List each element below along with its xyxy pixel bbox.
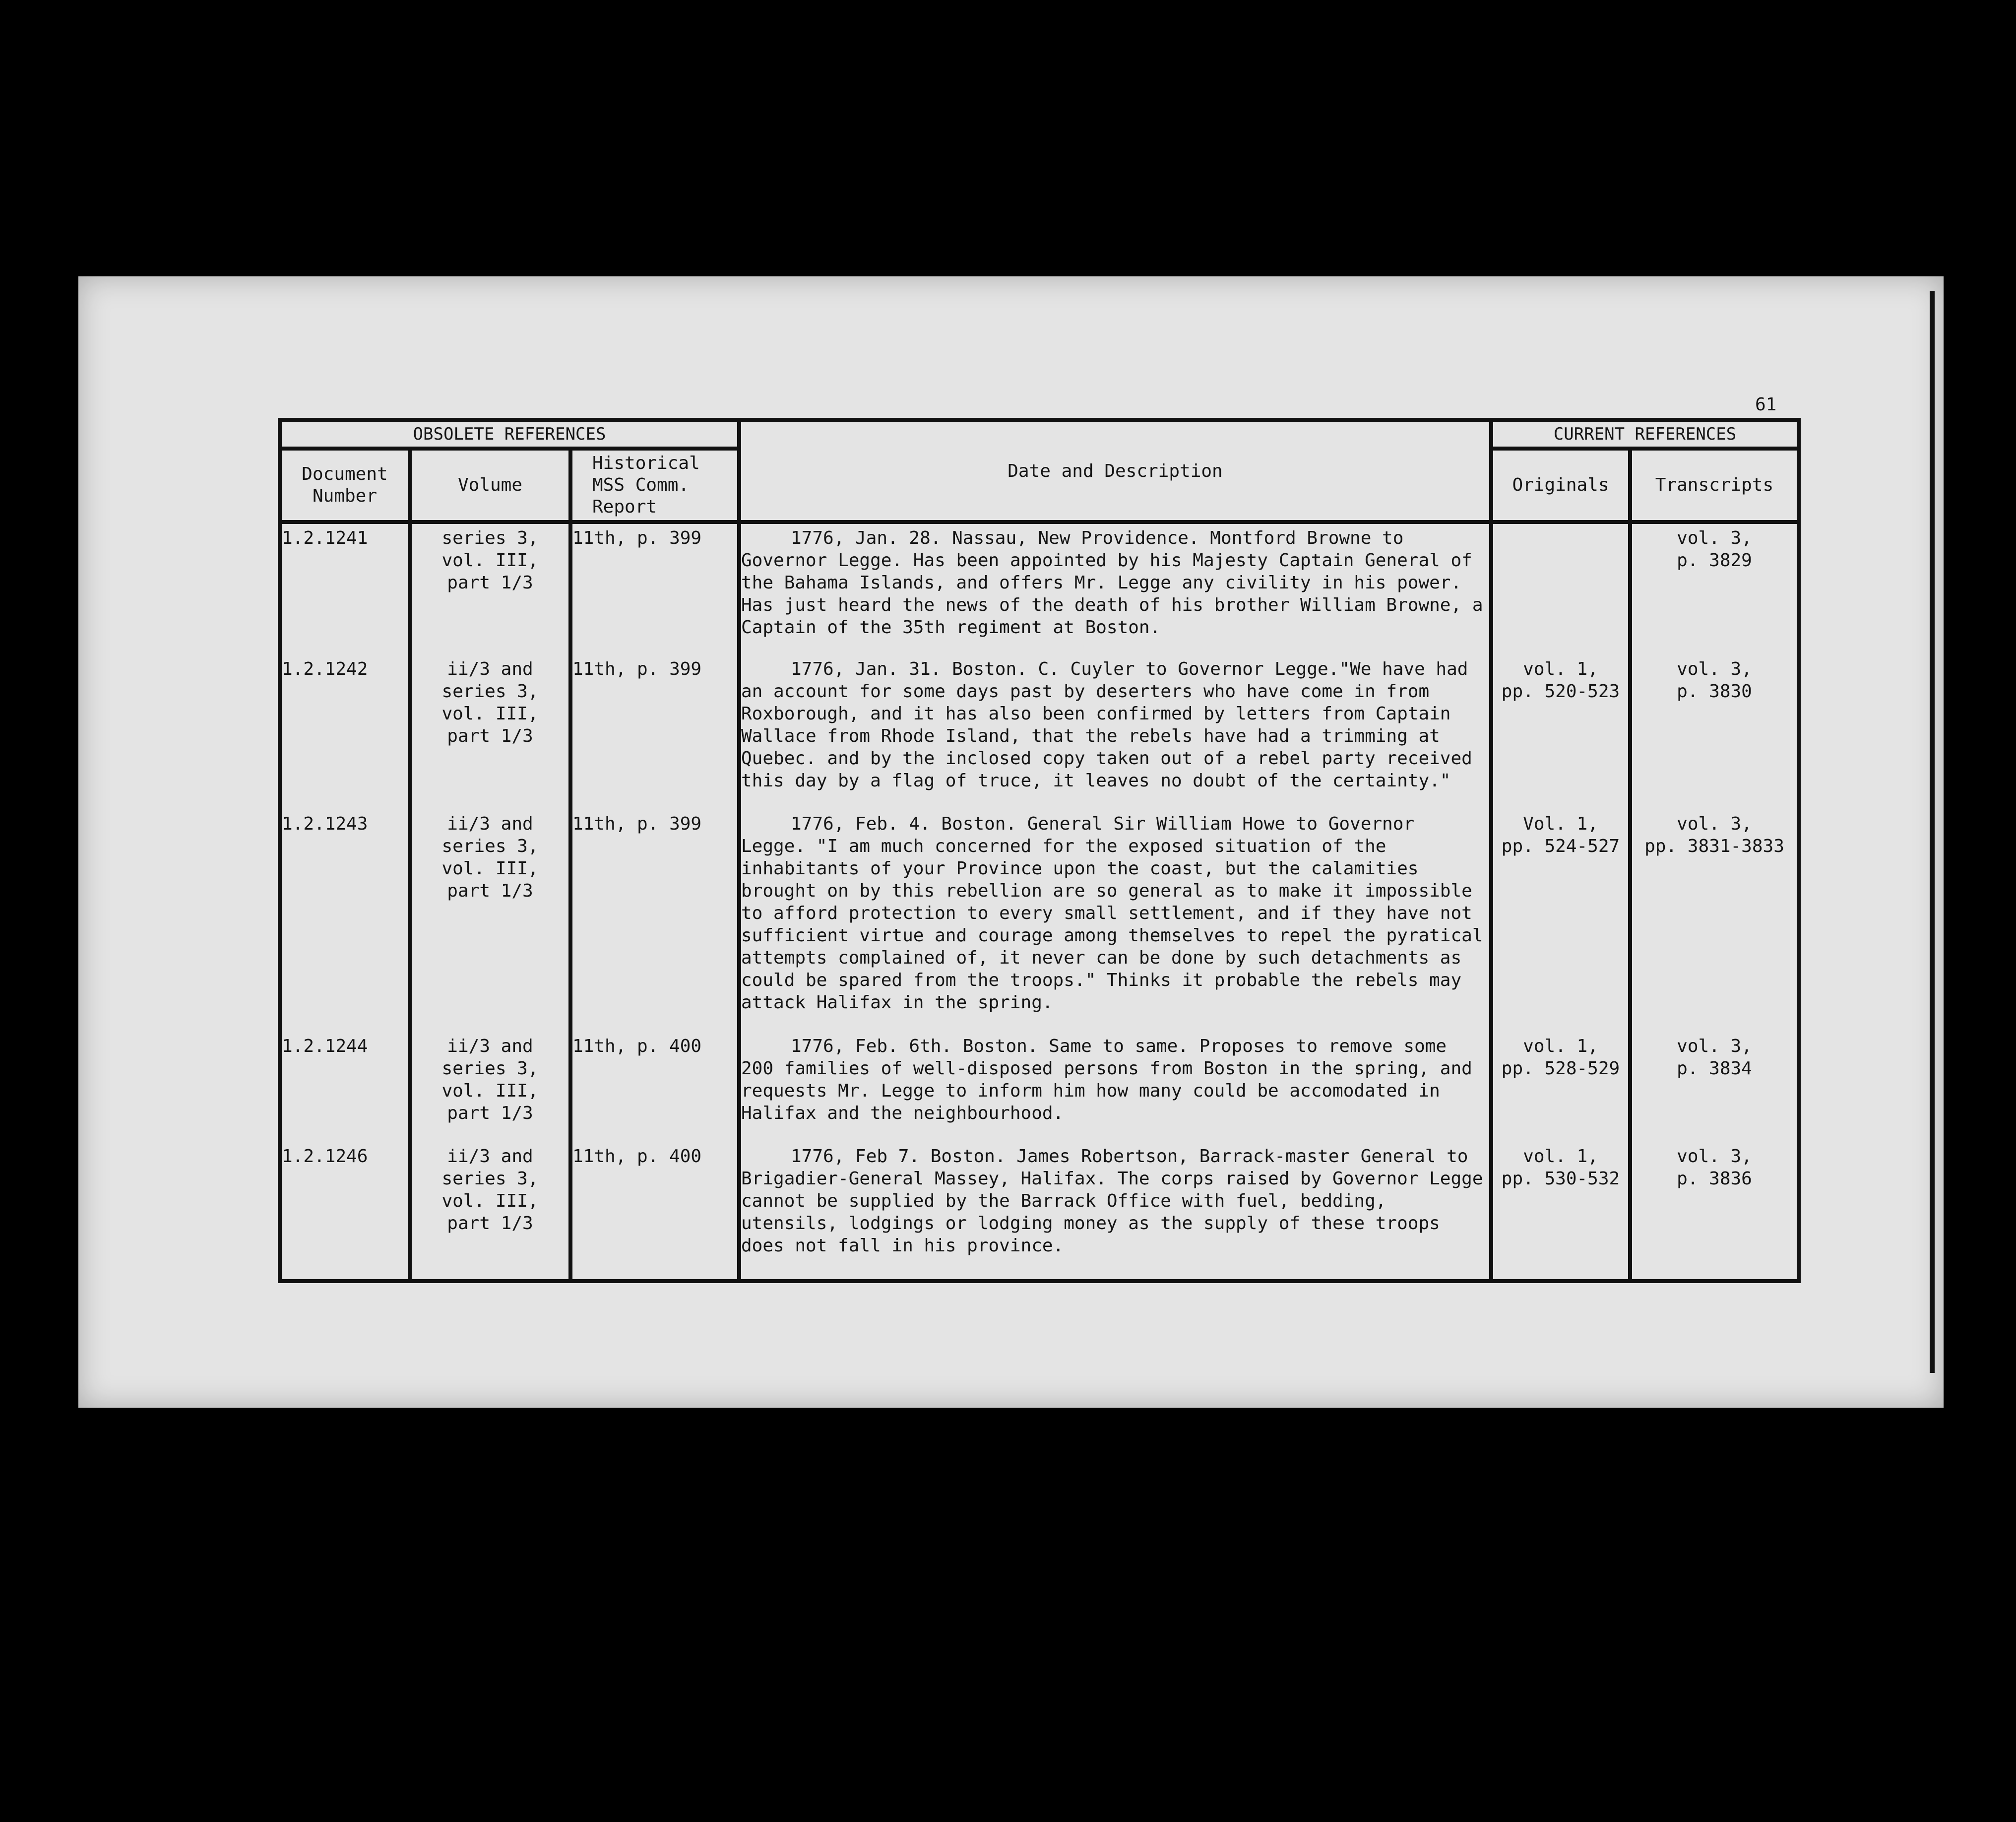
document-number: 1.2.1244 bbox=[280, 1032, 410, 1142]
description-cell: 1776, Feb. 6th. Boston. Same to same. Proposes to remove some 200 families of well-disposed persons from Boston in the spring, and requests Mr. Legge to inform him how many could be accomodated in Halifax and the neighbourhood. bbox=[739, 1032, 1491, 1142]
historical-report: 11th, p. 400 bbox=[570, 1142, 739, 1281]
volume-cell: ii/3 and series 3, vol. III, part 1/3 bbox=[410, 655, 570, 810]
description-cell: 1776, Feb. 4. Boston. General Sir William Howe to Governor Legge. "I am much concerned for the exposed situation of the inhabitants of your Province upon the coast, but the calamities brought on by this rebellion are so general as to make it impossible to afford protection to every small settlement, and if they have not sufficient virtue and courage among themselves to repel the pyratical attempts complained of, it never can be done by such detachments as could be spared from the troops." Thinks it probable the rebels may attack Halifax in the spring. bbox=[739, 810, 1491, 1032]
transcripts-cell: vol. 3, p. 3830 bbox=[1630, 655, 1799, 810]
originals-cell: Vol. 1, pp. 524-527 bbox=[1491, 810, 1630, 1032]
document-number: 1.2.1243 bbox=[280, 810, 410, 1032]
transcripts-cell: vol. 3, p. 3829 bbox=[1630, 522, 1799, 655]
current-references-header: CURRENT REFERENCES bbox=[1491, 420, 1799, 449]
document-number-header: Document Number bbox=[280, 449, 410, 522]
document-number: 1.2.1242 bbox=[280, 655, 410, 810]
historical-header: Historical MSS Comm. Report bbox=[570, 449, 739, 522]
page-number: 61 bbox=[1755, 394, 1777, 415]
transcripts-cell: vol. 3, pp. 3831-3833 bbox=[1630, 810, 1799, 1032]
description-cell: 1776, Jan. 31. Boston. C. Cuyler to Governor Legge."We have had an account for some days past by deserters who have come in from Roxborough, and it has also been confirmed by letters from Captain Wallace from Rhode Island, that the rebels have had a trimming at Quebec. and by the inclosed copy taken out of a rebel party received this day by a flag of truce, it leaves no doubt of the certainty." bbox=[739, 655, 1491, 810]
references-table bbox=[278, 418, 1801, 1283]
table-row bbox=[280, 810, 1799, 1032]
obsolete-references-header: OBSOLETE REFERENCES bbox=[280, 420, 739, 449]
volume-header: Volume bbox=[410, 449, 570, 522]
table-row bbox=[280, 655, 1799, 810]
volume-cell: ii/3 and series 3, vol. III, part 1/3 bbox=[410, 1142, 570, 1281]
originals-cell bbox=[1491, 522, 1630, 655]
historical-report: 11th, p. 400 bbox=[570, 1032, 739, 1142]
volume-cell: series 3, vol. III, part 1/3 bbox=[410, 522, 570, 655]
table-row bbox=[280, 1142, 1799, 1281]
date-description-header: Date and Description bbox=[739, 420, 1491, 522]
historical-report: 11th, p. 399 bbox=[570, 655, 739, 810]
originals-cell: vol. 1, pp. 530-532 bbox=[1491, 1142, 1630, 1281]
document-number: 1.2.1241 bbox=[280, 522, 410, 655]
table-row bbox=[280, 1032, 1799, 1142]
volume-cell: ii/3 and series 3, vol. III, part 1/3 bbox=[410, 1032, 570, 1142]
originals-cell: vol. 1, pp. 520-523 bbox=[1491, 655, 1630, 810]
description-cell: 1776, Feb 7. Boston. James Robertson, Barrack-master General to Brigadier-General Massey, Halifax. The corps raised by Governor Legge cannot be supplied by the Barrack Office with fuel, bedding, utensils, lodgings or lodging money as the supply of these troops does not fall in his province. bbox=[739, 1142, 1491, 1281]
historical-report: 11th, p. 399 bbox=[570, 810, 739, 1032]
transcripts-cell: vol. 3, p. 3834 bbox=[1630, 1032, 1799, 1142]
document-number: 1.2.1246 bbox=[280, 1142, 410, 1281]
volume-cell: ii/3 and series 3, vol. III, part 1/3 bbox=[410, 810, 570, 1032]
transcripts-header: Transcripts bbox=[1630, 449, 1799, 522]
table-row bbox=[280, 522, 1799, 655]
originals-header: Originals bbox=[1491, 449, 1630, 522]
description-cell: 1776, Jan. 28. Nassau, New Providence. Montford Browne to Governor Legge. Has been appointed by his Majesty Captain General of the Bahama Islands, and offers Mr. Legge any civility in his power. Has just heard the news of the death of his brother William Browne, a Captain of the 35th regiment at Boston. bbox=[739, 522, 1491, 655]
originals-cell: vol. 1, pp. 528-529 bbox=[1491, 1032, 1630, 1142]
transcripts-cell: vol. 3, p. 3836 bbox=[1630, 1142, 1799, 1281]
historical-report: 11th, p. 399 bbox=[570, 522, 739, 655]
